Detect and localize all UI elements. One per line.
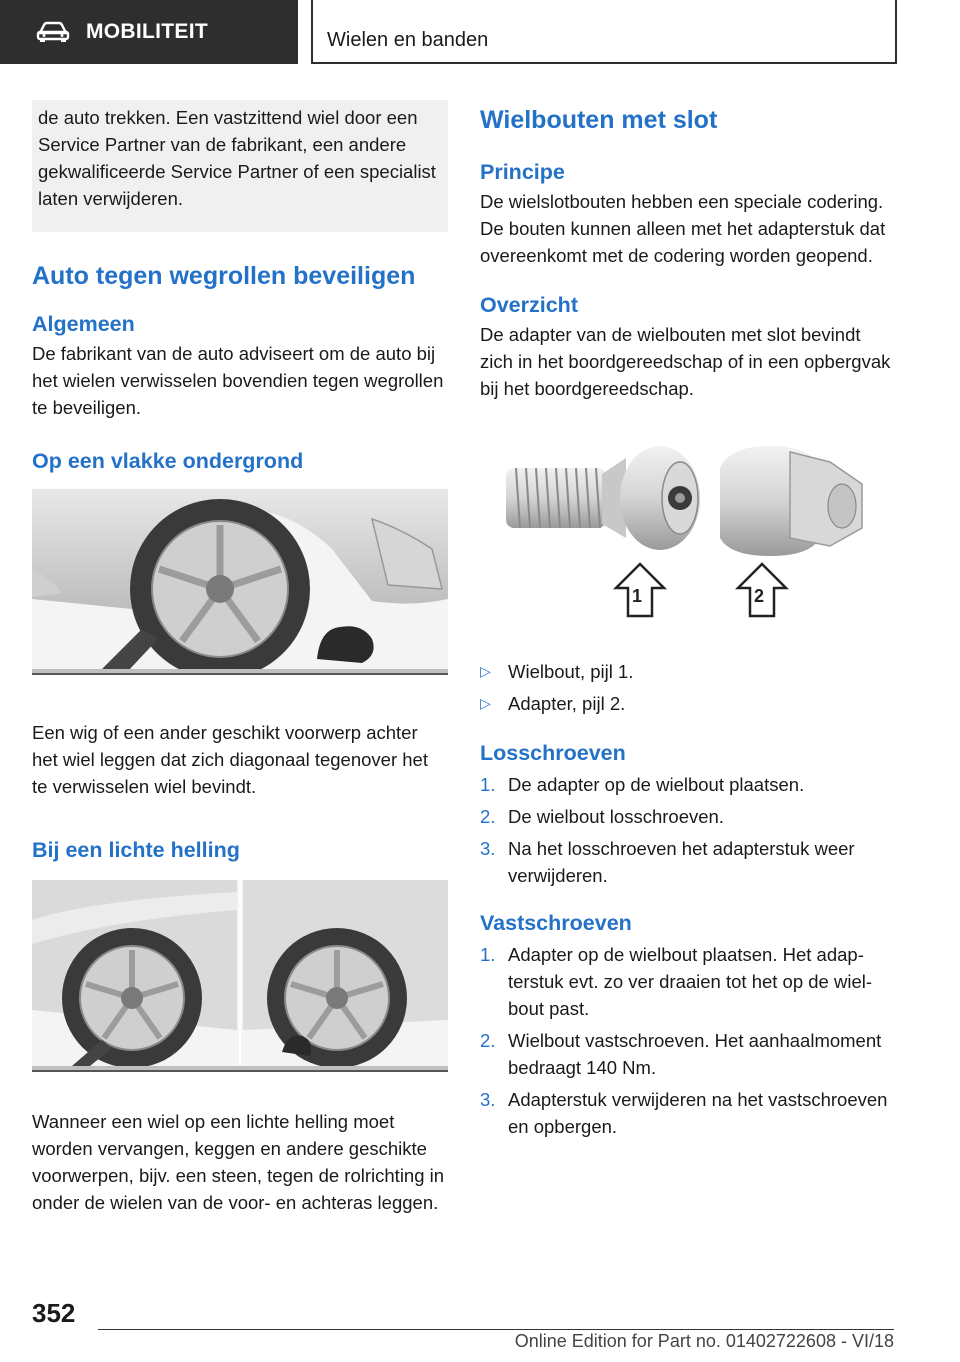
car-icon xyxy=(36,21,70,43)
figure-baseline xyxy=(32,1070,448,1072)
chapter-title: Wielen en banden xyxy=(327,29,489,51)
list-item: 1. Adapter op de wielbout plaatsen. Het adapterstuk evt. zo ver draaien tot het op de wielbout past. xyxy=(480,944,873,1019)
left-column xyxy=(32,100,448,1216)
subheading-slope: Bij een lichte helling xyxy=(32,838,240,862)
page-number: 352 xyxy=(32,1298,76,1328)
locking-bolt-figure xyxy=(480,438,898,658)
list-item: 1. De adapter op de wielbout plaatsen. xyxy=(480,774,805,795)
subheading-flat: Op een vlakke ondergrond xyxy=(32,449,304,473)
tighten-steps xyxy=(480,941,898,1140)
slope-figure xyxy=(32,880,448,1072)
wheel-chock-illustration xyxy=(32,489,448,673)
subheading-principle: Principe xyxy=(480,160,565,184)
figure-label-1: 1 xyxy=(632,586,643,606)
note-box: de auto trekken. Een vastzittend wiel door een Service Partner van de fabrikant, een andere gekwalificeerde Service Partner of een specialist laten verwijderen. xyxy=(32,100,448,232)
flat-text: Een wig of een ander geschikt voorwerp achter het wiel leggen dat zich diagonaal tegenover het te verwisselen wiel bevindt. xyxy=(32,722,428,797)
list-item: 2. Wielbout vastschroeven. Het aanhaalmoment bedraagt 140 Nm. xyxy=(480,1030,882,1078)
subheading-general: Algemeen xyxy=(32,312,135,336)
slope-chock-illustration xyxy=(32,880,448,1070)
legend-list xyxy=(480,658,898,717)
figure-label-2: 2 xyxy=(754,586,765,606)
triangle-bullet-icon: ▷ xyxy=(480,663,491,679)
section-tab xyxy=(0,0,298,64)
slope-text: Wanneer een wiel op een lichte helling moet worden vervangen, keggen en andere geschikte voorwerpen, bijv. een steen, tegen de rolrichting in onder de wielen van de voor- en achteras leggen. xyxy=(32,1111,445,1213)
figure-baseline xyxy=(32,673,448,675)
list-item: ▷ Adapter, pijl 2. xyxy=(480,690,898,717)
list-item: 2. De wielbout losschroeven. xyxy=(480,806,724,827)
list-item: 3. Na het losschroeven het adapterstuk weer verwijderen. xyxy=(480,838,855,886)
section-heading-locking-bolts: Wielbouten met slot xyxy=(480,106,718,134)
edition-text: Online Edition for Part no. 01402722608 - VI/18 xyxy=(514,1331,894,1351)
principle-text: De wielslotbouten hebben een speciale codering. De bouten kunnen alleen met het adapterstuk dat overeenkomt met de codering worden geopend. xyxy=(480,191,886,266)
footer-divider xyxy=(98,1329,894,1330)
list-item: 3. Adapterstuk verwijderen na het vastschroeven en opbergen. xyxy=(480,1089,888,1137)
subheading-tighten: Vastschroeven xyxy=(480,911,632,935)
bolt-adapter-illustration xyxy=(480,438,898,658)
triangle-bullet-icon: ▷ xyxy=(480,695,491,711)
chapter-header xyxy=(311,0,897,64)
right-column xyxy=(480,100,898,1145)
subheading-loosen: Losschroeven xyxy=(480,741,626,765)
section-heading: Auto tegen wegrollen beveiligen xyxy=(32,262,416,290)
overview-text: De adapter van de wielbouten met slot bevindt zich in het boordgereedschap of in een opbergvak bij het boordgereedschap. xyxy=(480,324,891,399)
flat-ground-figure xyxy=(32,489,448,675)
general-text: De fabrikant van de auto adviseert om de auto bij het wielen verwisselen bovendien tegen wegrollen te beveiligen. xyxy=(32,343,444,418)
section-title: MOBILITEIT xyxy=(86,20,208,43)
loosen-steps xyxy=(480,771,898,889)
list-item: ▷ Wielbout, pijl 1. xyxy=(480,658,898,685)
subheading-overview: Overzicht xyxy=(480,293,578,317)
